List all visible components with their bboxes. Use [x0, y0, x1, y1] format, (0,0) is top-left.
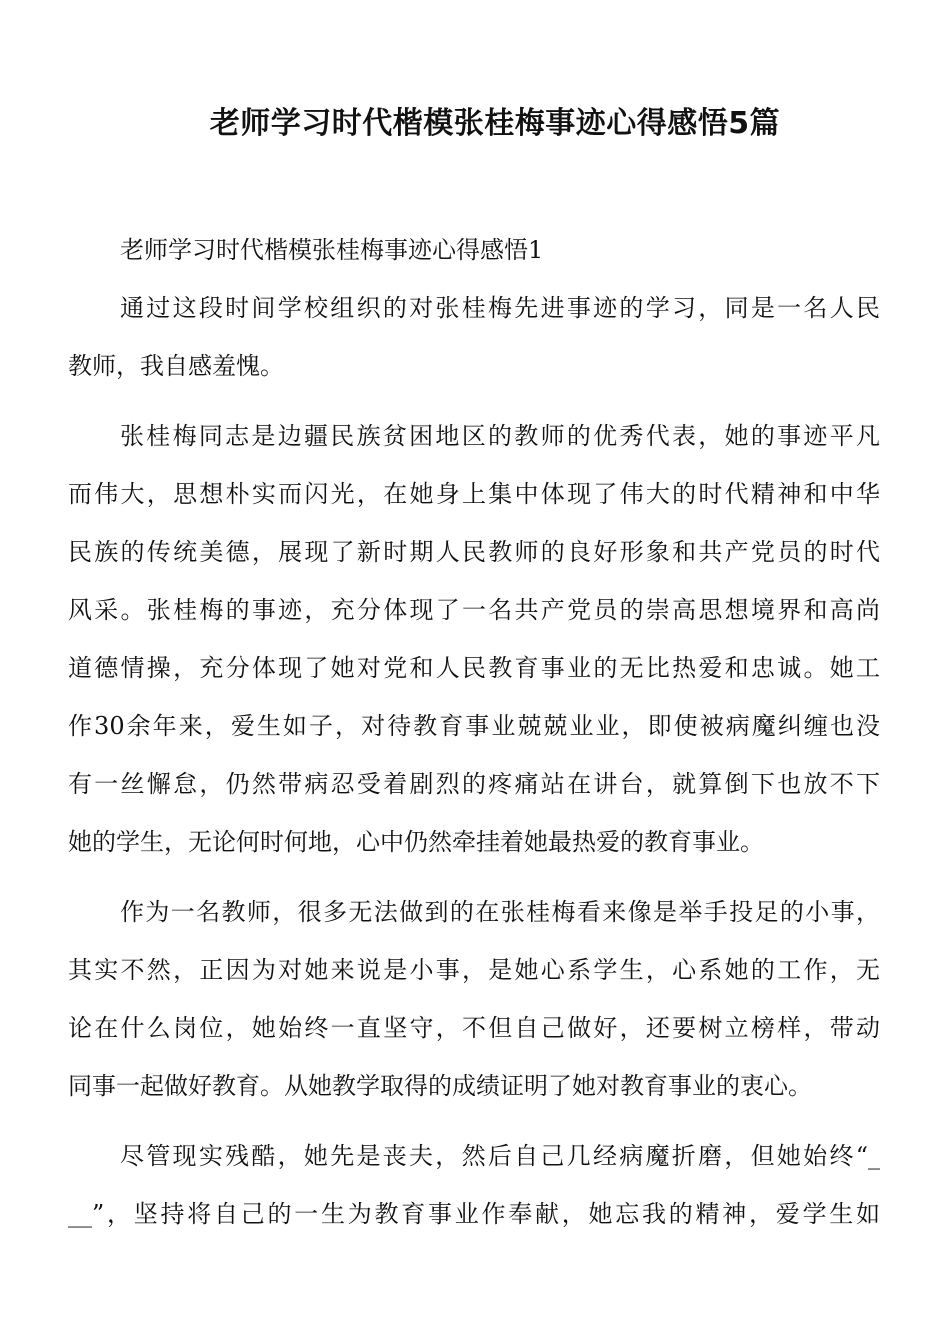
paragraph-line: 道德情操，充分体现了她对党和人民教育事业的无比热爱和忠诚。她工	[68, 654, 880, 682]
paragraph-line: __”，坚持将自己的一生为教育事业作奉献，她忘我的精神，爱学生如	[68, 1200, 880, 1228]
paragraph-line: 民族的传统美德，展现了新时期人民教师的良好形象和共产党员的时代	[68, 538, 880, 566]
paragraph-line: 风采。张桂梅的事迹，充分体现了一名共产党员的崇高思想境界和高尚	[68, 596, 880, 624]
paragraph-line: 张桂梅同志是边疆民族贫困地区的教师的优秀代表，她的事迹平凡	[120, 422, 880, 450]
paragraph-line: 教师，我自感羞愧。	[68, 352, 284, 380]
paragraph-line: 作30余年来，爱生如子，对待教育事业兢兢业业，即使被病魔纠缠也没	[68, 712, 880, 740]
document-title: 老师学习时代楷模张桂梅事迹心得感悟5篇	[209, 106, 781, 141]
paragraph-line: 有一丝懈怠，仍然带病忍受着剧烈的疼痛站在讲台，就算倒下也放不下	[68, 770, 880, 798]
paragraph-line: 而伟大，思想朴实而闪光，在她身上集中体现了伟大的时代精神和中华	[68, 480, 880, 508]
paragraph	[68, 1134, 880, 1250]
paragraph-line: 论在什么岗位，她始终一直坚守，不但自己做好，还要树立榜样，带动	[68, 1014, 880, 1042]
paragraph-line: 通过这段时间学校组织的对张桂梅先进事迹的学习，同是一名人民	[120, 294, 880, 322]
paragraph-line: 作为一名教师，很多无法做到的在张桂梅看来像是举手投足的小事，	[120, 898, 880, 926]
paragraph-line: 其实不然，正因为对她来说是小事，是她心系学生，心系她的工作，无	[68, 956, 880, 984]
section-heading: 老师学习时代楷模张桂梅事迹心得感悟1	[120, 236, 544, 264]
paragraph-line: 同事一起做好教育。从她教学取得的成绩证明了她对教育事业的衷心。	[68, 1072, 812, 1100]
paragraph-line: 她的学生，无论何时何地，心中仍然牵挂着她最热爱的教育事业。	[68, 828, 764, 856]
paragraph	[68, 414, 880, 878]
document-body	[68, 228, 880, 1250]
paragraph	[68, 890, 880, 1122]
paragraph-line: 尽管现实残酷，她先是丧夫，然后自己几经病魔折磨，但她始终“_	[120, 1142, 880, 1170]
paragraph	[68, 286, 880, 402]
